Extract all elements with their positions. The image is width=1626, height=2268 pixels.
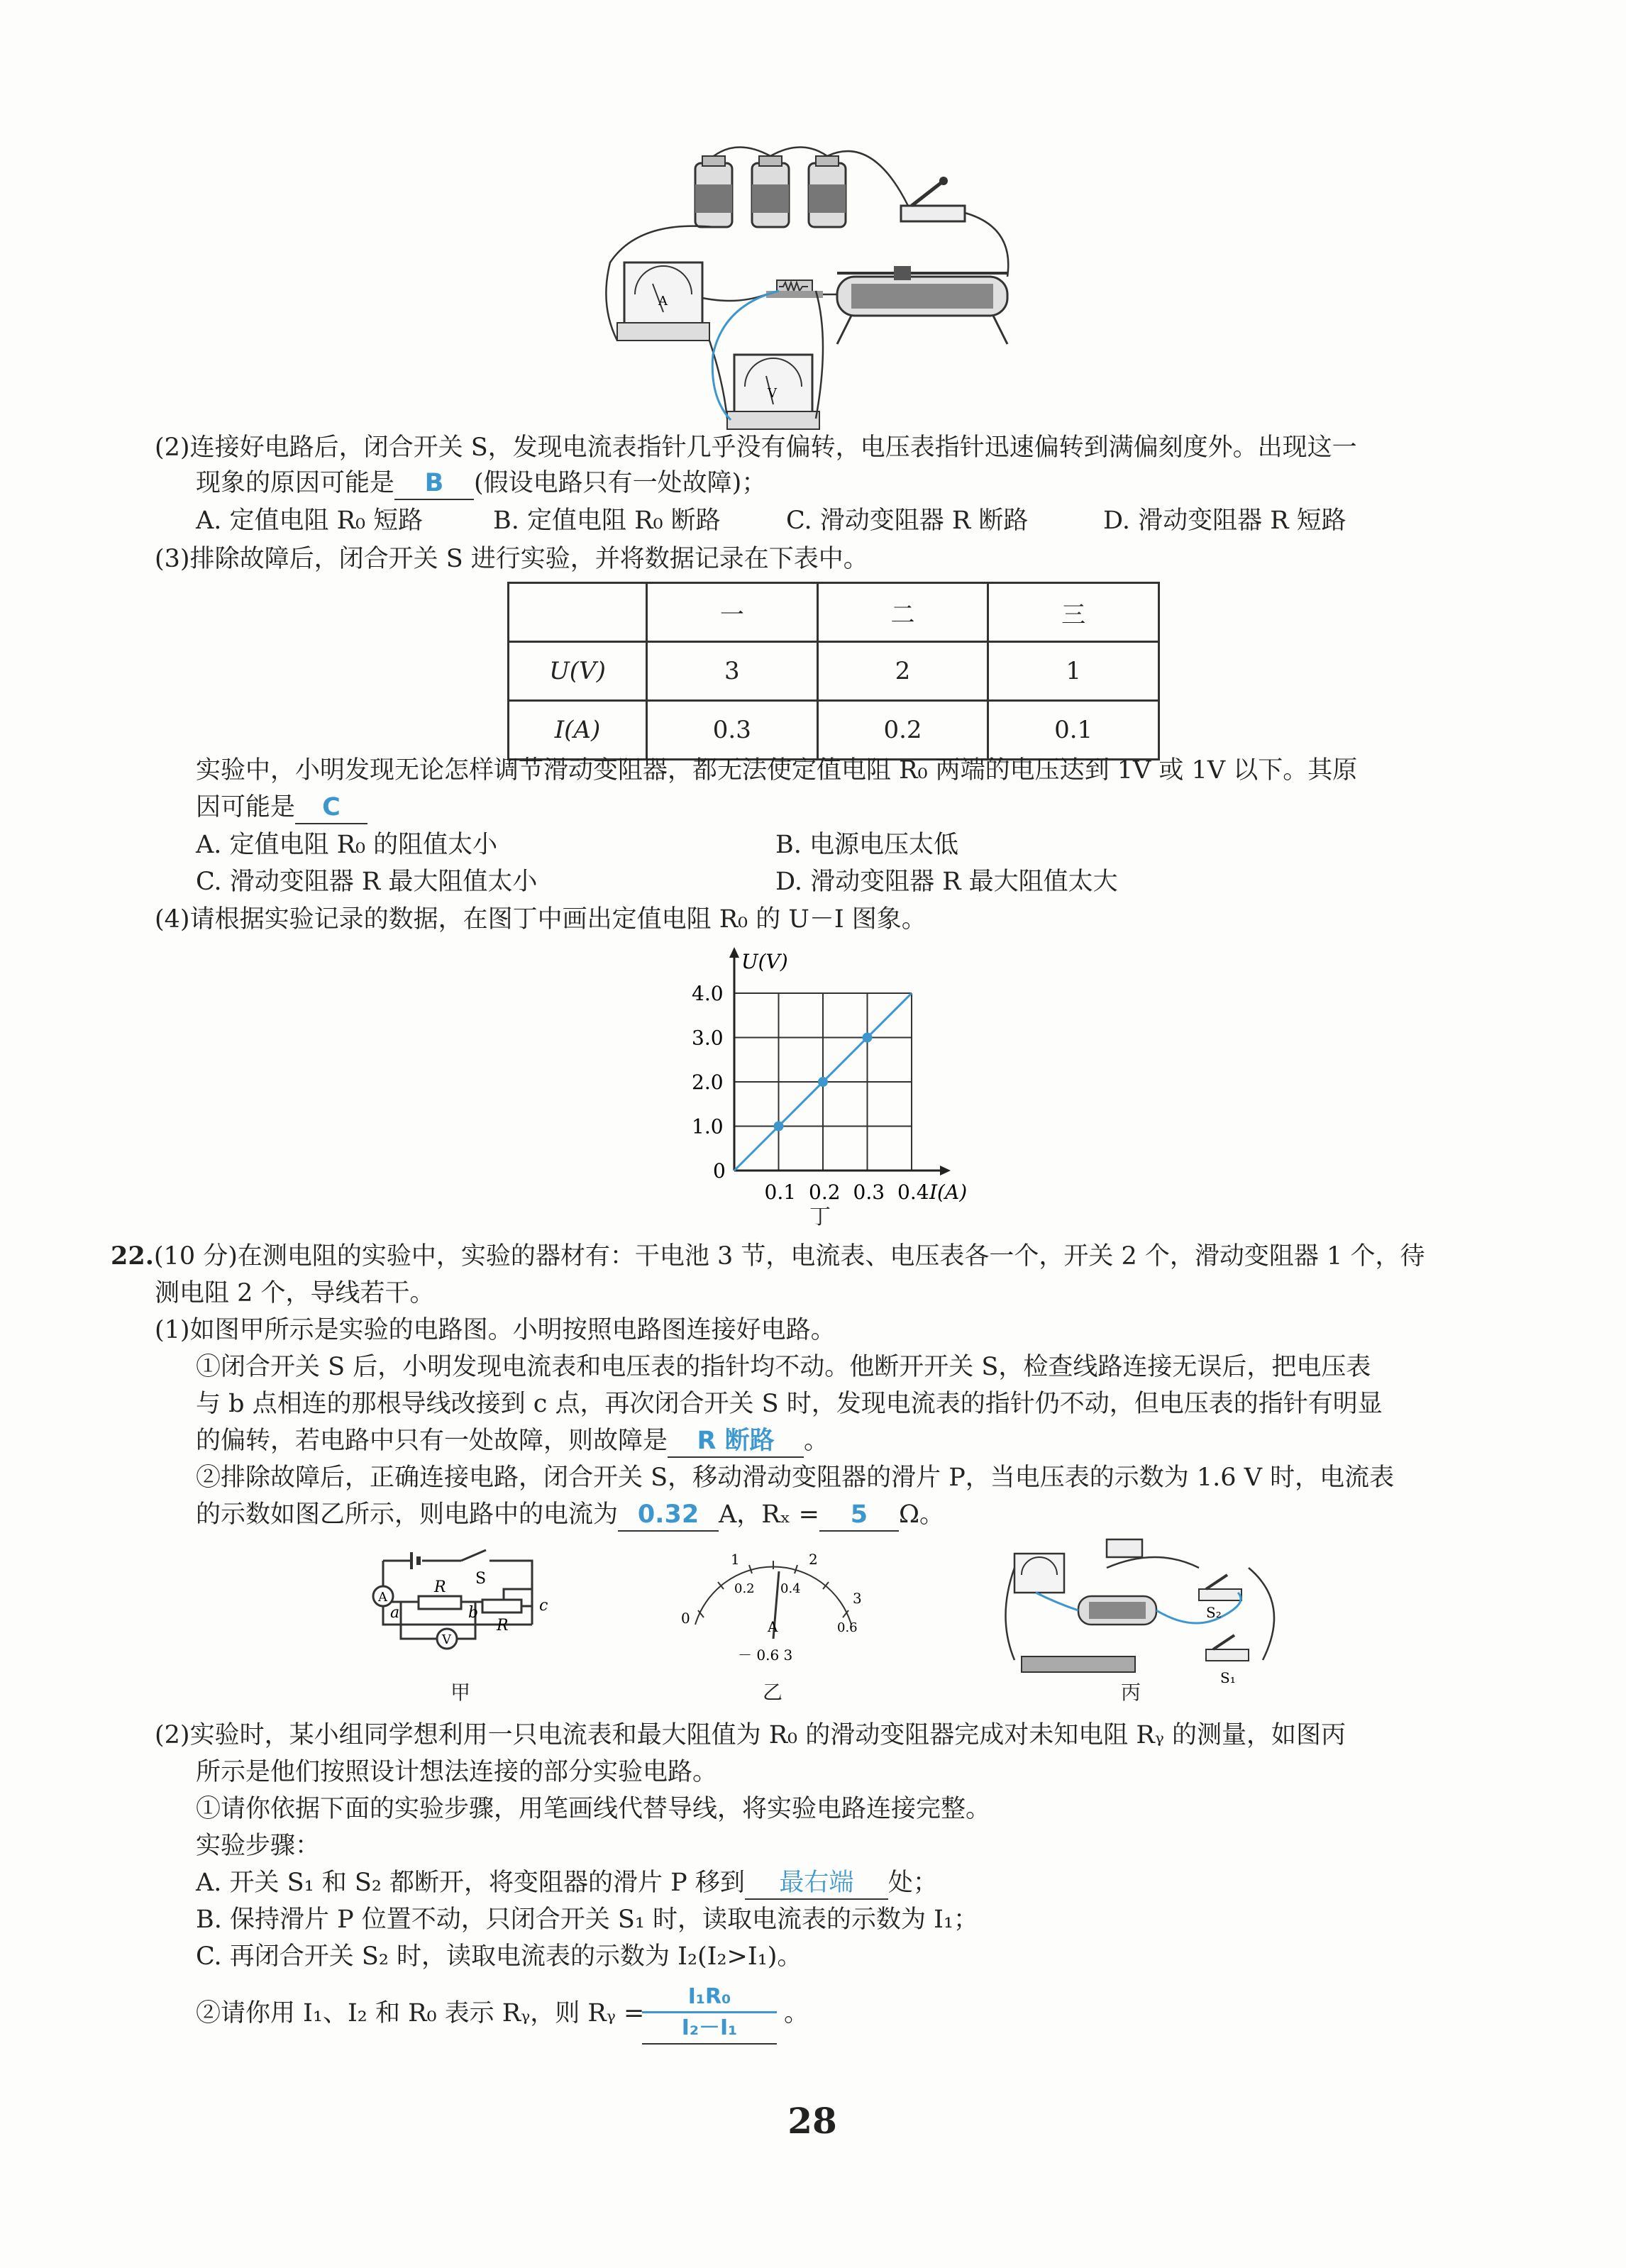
q2-option-b: B. 定值电阻 R₀ 断路 [493,507,721,535]
dial-tick-label: 0 [681,1610,690,1627]
q2-line2-post: (假设电路只有一处故障)； [474,469,767,497]
table-header-cell [509,583,647,642]
q22-part1: (1)如图甲所示是实验的电路图。小明按照电路图连接好电路。 [155,1316,836,1344]
q3-option-b: B. 电源电压太低 [775,831,958,859]
formula-numerator: I₁R₀ [642,1983,777,2013]
top-apparatus-figure [596,142,1036,433]
rheostat-icon [837,266,1007,344]
q22-part2-step2-post: 。 [784,1999,809,2028]
battery-icon [695,156,732,227]
x-axis-arrow [940,1166,951,1176]
switch-icon [1206,1635,1249,1661]
dial-tick-label: 1 [731,1551,740,1568]
ammeter-icon [617,262,709,341]
step-a-answer-blank [745,1867,888,1900]
step-a-pre: A. 开关 S₁ 和 S₂ 都断开，将变阻器的滑片 P 移到 [196,1869,745,1897]
q22-resistance-blank [819,1499,899,1532]
table-cell: 0.1 [988,701,1159,760]
q22-part2-step2: ②请你用 I₁、I₂ 和 R₀ 表示 Rᵧ，则 Rᵧ = [196,1999,645,2028]
q3-option-d: D. 滑动变阻器 R 最大阻值太大 [775,868,1118,896]
origin-label: 0 [713,1159,726,1183]
rheostat-icon [1078,1596,1156,1625]
q3-text2 [196,789,367,826]
y-tick-label: 2.0 [692,1071,724,1094]
dial-tick-label: 0.4 [780,1581,801,1596]
table-cell: 1 [988,642,1159,701]
circuit-ammeter-label: A [378,1590,387,1605]
battery-icon [809,156,846,227]
figure-caption-yi: 乙 [763,1681,783,1704]
ammeter-icon [1014,1554,1064,1593]
q3-option-a: A. 定值电阻 R₀ 的阻值太小 [196,831,498,859]
u-i-chart [674,936,986,1241]
table-row [509,642,1159,701]
q22-s1-line3-pre: 的偏转，若电路中只有一处故障，则故障是 [196,1427,668,1455]
step-a-post: 处； [887,1869,938,1897]
x-tick-label: 0.2 [809,1180,841,1204]
q22-s1-answer: R 断路 [697,1427,775,1455]
q22-current-answer: 0.32 [637,1500,699,1529]
step-a-answer: 最右端 [779,1869,854,1897]
x-tick-label: 0.1 [764,1180,797,1204]
q22-s2-line2-pre: 的示数如图乙所示，则电路中的电流为 [196,1500,619,1529]
point-a-label: a [390,1604,400,1622]
circuit-voltmeter-label: V [442,1632,451,1647]
data-point [774,1122,784,1132]
point-c-label: c [539,1597,548,1615]
y-tick-label: 3.0 [692,1026,724,1050]
table-cell: 0.2 [817,701,988,760]
y-axis-label: U(V) [741,950,788,973]
y-tick-label: 4.0 [692,982,724,1005]
q2-line2-pre: 现象的原因可能是 [196,469,395,497]
q22-number: 22. [111,1241,154,1271]
ammeter-dial-yi [667,1539,880,1674]
data-point [863,1033,873,1043]
q22-line1 [111,1238,1425,1275]
table-header-row [509,583,1159,642]
q3-answer-blank [295,792,367,824]
q2-line2 [196,465,766,502]
q22-s1-line3-post: 。 [804,1427,829,1455]
figure-caption-ding: 丁 [809,1205,831,1229]
voltmeter-icon [727,355,819,429]
q22-s2-line2 [196,1496,944,1533]
q22-s1-line3 [196,1422,829,1459]
table-header-cell: 三 [988,583,1159,642]
q22-s2-mid: A，Rₓ = [719,1500,819,1529]
figure-caption-jia: 甲 [450,1681,471,1704]
y-axis-arrow [729,947,739,958]
table-header-cell: 一 [647,583,818,642]
circuit-rx-label: R [434,1578,446,1596]
table-row-label: U(V) [509,642,647,701]
q3-text2-pre: 因可能是 [196,793,296,822]
dial-tick-label: 0.6 [837,1620,858,1635]
circuit-rheostat-label: R [497,1617,509,1634]
s1-label: S₁ [1220,1669,1236,1686]
q22-s1-answer-blank [668,1425,804,1458]
q22-s2-post: Ω。 [898,1500,944,1529]
x-tick-label: 0.3 [853,1180,885,1204]
q22-current-blank [618,1499,719,1532]
y-tick-label: 1.0 [692,1114,724,1139]
q2-option-c: C. 滑动变阻器 R 断路 [786,507,1029,535]
dial-unit-label: A [768,1618,778,1635]
q4-line1: (4)请根据实验记录的数据，在图丁中画出定值电阻 R₀ 的 U－I 图象。 [155,905,927,934]
step-b: B. 保持滑片 P 位置不动，只闭合开关 S₁ 时，读取电流表的示数为 I₁； [196,1905,979,1934]
switch-icon [901,177,965,221]
x-axis-label: I(A) [929,1180,968,1204]
physical-circuit-bing [993,1525,1291,1688]
switch-icon [1199,1575,1241,1600]
point-b-label: b [468,1604,479,1622]
step-a [196,1864,938,1901]
q22-part2-step1: ①请你依据下面的实验步骤，用笔画线代替导线，将实验电路连接完整。 [196,1795,991,1823]
q22-part2-line2: 所示是他们按照设计想法连接的部分实验电路。 [196,1758,718,1786]
q22-s2-line1: ②排除故障后，正确连接电路，闭合开关 S，移动滑动变阻器的滑片 P，当电压表的示数为 1.6 V 时，电流表 [196,1464,1395,1492]
q2-answer: B [424,469,444,497]
data-point [818,1077,828,1087]
dial-tick-label: 0.2 [734,1581,755,1596]
table-row [509,701,1159,760]
x-tick-label: 0.4 [897,1180,929,1204]
figure-caption-bing: 丙 [1121,1681,1141,1704]
q22-part2-line1: (2)实验时，某小组同学想利用一只电流表和最大阻值为 R₀ 的滑动变阻器完成对未知电阻 Rᵧ 的测量，如图丙 [155,1721,1346,1749]
q3-text1: 实验中，小明发现无论怎样调节滑动变阻器，都无法使定值电阻 R₀ 两端的电压达到 1V 或 1V 以下。其原 [196,756,1358,785]
q2-answer-blank [394,468,474,500]
steps-title: 实验步骤： [196,1832,321,1860]
resistor-icon [766,280,823,298]
table-header-cell: 二 [817,583,988,642]
q2-line1: (2)连接好电路后，闭合开关 S，发现电流表指针几乎没有偏转，电压表指针迅速偏转到满偏刻度外。出现这一 [155,433,1357,462]
dial-tick-label: 2 [809,1551,818,1568]
table-cell: 3 [647,642,818,701]
resistor-icon [1107,1539,1142,1557]
q2-option-d: D. 滑动变阻器 R 短路 [1103,507,1346,535]
q3-line1: (3)排除故障后，闭合开关 S 进行实验，并将数据记录在下表中。 [155,545,868,573]
circuit-switch-label: S [475,1570,487,1588]
table-row-label: I(A) [509,701,647,760]
q22-line2: 测电阻 2 个，导线若干。 [155,1279,435,1307]
ammeter-label: A [658,294,668,309]
battery-icon [1022,1656,1135,1672]
s2-label: S₂ [1206,1604,1222,1621]
dial-terminals-label: － 0.6 3 [738,1647,793,1664]
table-cell: 2 [817,642,988,701]
q22-s1-line1: ①闭合开关 S 后，小明发现电流表和电压表的指针均不动。他断开开关 S，检查线路连接无误后，把电压表 [196,1353,1371,1381]
q3-option-c: C. 滑动变阻器 R 最大阻值太小 [196,868,538,896]
data-table [507,582,1160,760]
q22-s1-line2: 与 b 点相连的那根导线改接到 c 点，再次闭合开关 S 时，发现电流表的指针仍不动，但电压表的指针有明显 [196,1390,1383,1418]
page-number: 28 [787,2100,837,2142]
formula-denominator: I₂－I₁ [642,2013,777,2045]
battery-icon [752,156,789,227]
step-c: C. 再闭合开关 S₂ 时，读取电流表的示数为 I₂(I₂>I₁)。 [196,1942,802,1971]
q22-resistance-answer: 5 [850,1500,868,1529]
q2-option-a: A. 定值电阻 R₀ 短路 [196,507,424,535]
q22-line1-text: (10 分)在测电阻的实验中，实验的器材有：干电池 3 节，电流表、电压表各一个，开关 2 个，滑动变阻器 1 个，待 [153,1242,1425,1271]
voltmeter-label: V [768,386,777,401]
q3-answer: C [322,793,341,822]
answer-formula [642,1983,777,2045]
table-cell: 0.3 [647,701,818,760]
circuit-diagram-jia [369,1547,560,1674]
dial-tick-label: 3 [853,1590,862,1607]
